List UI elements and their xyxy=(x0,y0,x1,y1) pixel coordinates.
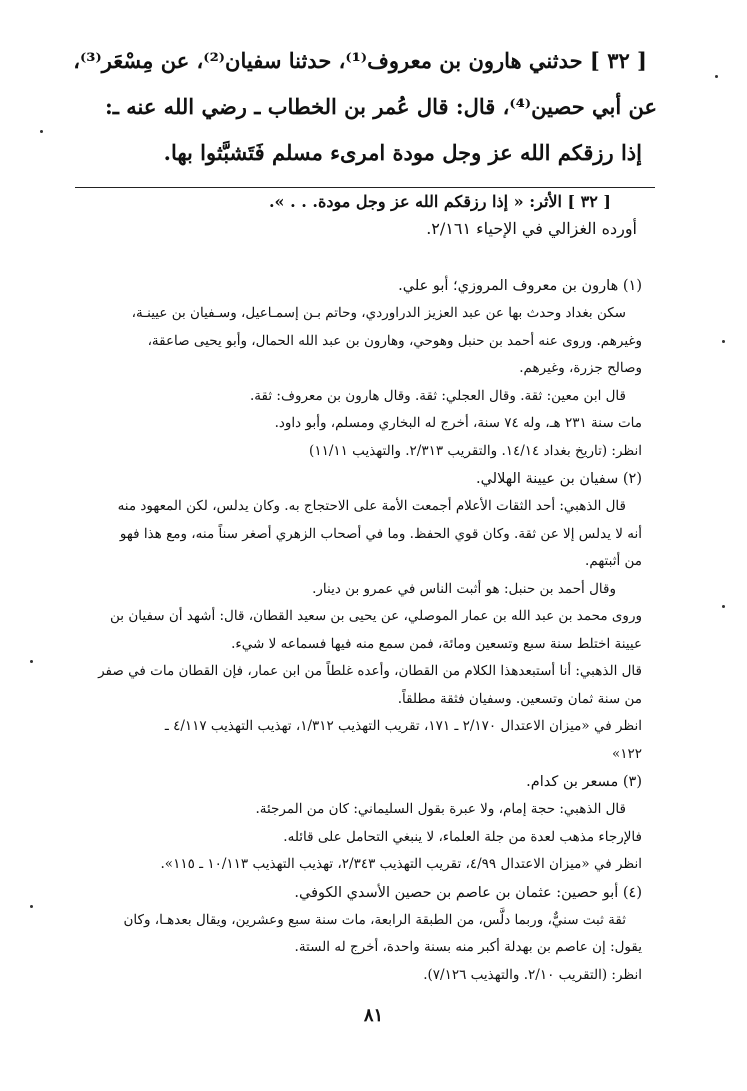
print-speck xyxy=(40,130,43,133)
footnote-heading: (٤) أبو حصين: عثمان بن عاصم بن حصين الأسدي الكوفي. xyxy=(294,884,642,901)
footnote-line: ثقة ثبت سنيٌّ، وربما دلَّس، من الطبقة الرابعة، مات سنة سبع وعشرين، ويقال بعدهـا، وكان xyxy=(123,911,626,928)
main-narration xyxy=(70,38,657,176)
athar-note xyxy=(80,188,637,242)
footnote-line: وقال أحمد بن حنبل: هو أثبت الناس في عمرو بن دينار. xyxy=(312,580,616,597)
footnote-line: قال ابن معين: ثقة. وقال العجلي: ثقة. وقال هارون بن معروف: ثقة. xyxy=(250,387,626,404)
footnote-1 xyxy=(72,272,642,465)
athar-text: إذا رزقكم الله عز وجل مودة امرىء مسلم فَتَشبَّثوا بها. xyxy=(163,140,642,165)
footnote-line: من أثبتهم. xyxy=(585,553,642,569)
footnote-line: فالإرجاء مذهب لعدة من جلة العلماء، لا ينبغي التحامل على قائله. xyxy=(283,828,642,845)
footnote-4 xyxy=(72,879,642,990)
footnote-line: عيينة اختلط سنة سبع وتسعين ومائة، فمن سمع منه فيها فسماعه لا شيء. xyxy=(231,635,642,652)
page-number: ٨١ xyxy=(363,1005,384,1026)
footnote-line: وصالح جزرة، وغيرهم. xyxy=(519,360,642,376)
footnote-heading: (١) هارون بن معروف المروزي؛ أبو علي. xyxy=(398,278,642,294)
footnote-heading: (٢) سفيان بن عيينة الهلالي. xyxy=(475,471,642,487)
footnote-line: انظر في «ميزان الاعتدال ٤/٩٩، تقريب التهذيب ٢/٣٤٣، تهذيب التهذيب ١٠/١١٣ ـ ١١٥». xyxy=(160,856,642,872)
footnote-line: يقول: إن عاصم بن بهدلة أكبر منه بسنة واحدة، أخرج له الستة. xyxy=(294,939,642,955)
footnote-line: ١٢٢» xyxy=(611,745,642,762)
athar-note-line-2: أورده الغزالي في الإحياء ٢/١٦١. xyxy=(426,219,637,238)
footnote-2 xyxy=(72,465,642,768)
athar-note-line-1: [ ٣٢ ] الأثر: « إذا رزقكم الله عز وجل مودة. . . ». xyxy=(268,192,611,211)
print-speck xyxy=(30,660,33,663)
footnote-line: من سنة ثمان وتسعين. وسفيان فثقة مطلقاً. xyxy=(397,690,642,707)
footnote-line: قال الذهبي: أحد الثقات الأعلام أجمعت الأمة على الاحتجاج به. وكان يدلس، لكن المعهود منه xyxy=(117,498,626,514)
print-speck xyxy=(30,905,33,908)
footnote-line: مات سنة ٢٣١ هـ، وله ٧٤ سنة، أخرج له البخاري ومسلم، وأبو داود. xyxy=(274,415,642,431)
print-speck xyxy=(715,75,718,78)
footnote-line: انظر: (التقريب ٢/١٠. والتهذيب ٧/١٢٦). xyxy=(423,966,642,983)
footnote-line: قال الذهبي: حجة إمام، ولا عبرة بقول السليماني: كان من المرجئة. xyxy=(255,801,626,817)
footnote-line: وروى محمد بن عبد الله بن عمار الموصلي، عن يحيى بن سعيد القطان، قال: أشهد أن سفيان بن xyxy=(110,608,642,624)
footnote-line: قال الذهبي: أنا أستبعدهذا الكلام من القطان، وأعده غلطاً من ابن عمار، فإن القطان مات في صفر xyxy=(98,663,642,679)
footnote-line: انظر في «ميزان الاعتدال ٢/١٧٠ ـ ١٧١، تقريب التهذيب ١/٣١٢، تهذيب التهذيب ٤/١١٧ ـ xyxy=(164,718,642,734)
footnotes xyxy=(72,272,642,989)
footnote-line: سكن بغداد وحدث بها عن عبد العزيز الدراوردي، وحاتم بـن إسمـاعيل، وسـفيان بن عيينـة، xyxy=(131,305,626,321)
footnote-3 xyxy=(72,768,642,879)
print-speck xyxy=(722,605,725,608)
footnote-line: وغيرهم. وروى عنه أحمد بن حنبل وهوحي، وهارون بن عبد الله الحمال، وأبو يحيى صاعقة، xyxy=(147,332,642,349)
narration-line-1: [ ٣٢ ] حدثني هارون بن معروف⁽¹⁾، حدثنا سفيان⁽²⁾، عن مِسْعَر⁽³⁾، xyxy=(73,48,647,73)
footnote-line: انظر: (تاريخ بغداد ١٤/١٤. والتقريب ٢/٣١٣. والتهذيب ١١/١١) xyxy=(309,442,642,459)
print-speck xyxy=(722,340,725,343)
narration-line-2: عن أبي حصين⁽⁴⁾، قال: قال عُمر بن الخطاب ـ رضي الله عنه ـ: xyxy=(105,94,657,119)
footnote-heading: (٣) مسعر بن كدام. xyxy=(526,774,642,790)
footnote-line: أنه لا يدلس إلا عن ثقة. وكان قوي الحفظ. وما في أصحاب الزهري أصغر سناً منه، ومع هذا فهو xyxy=(119,525,642,542)
